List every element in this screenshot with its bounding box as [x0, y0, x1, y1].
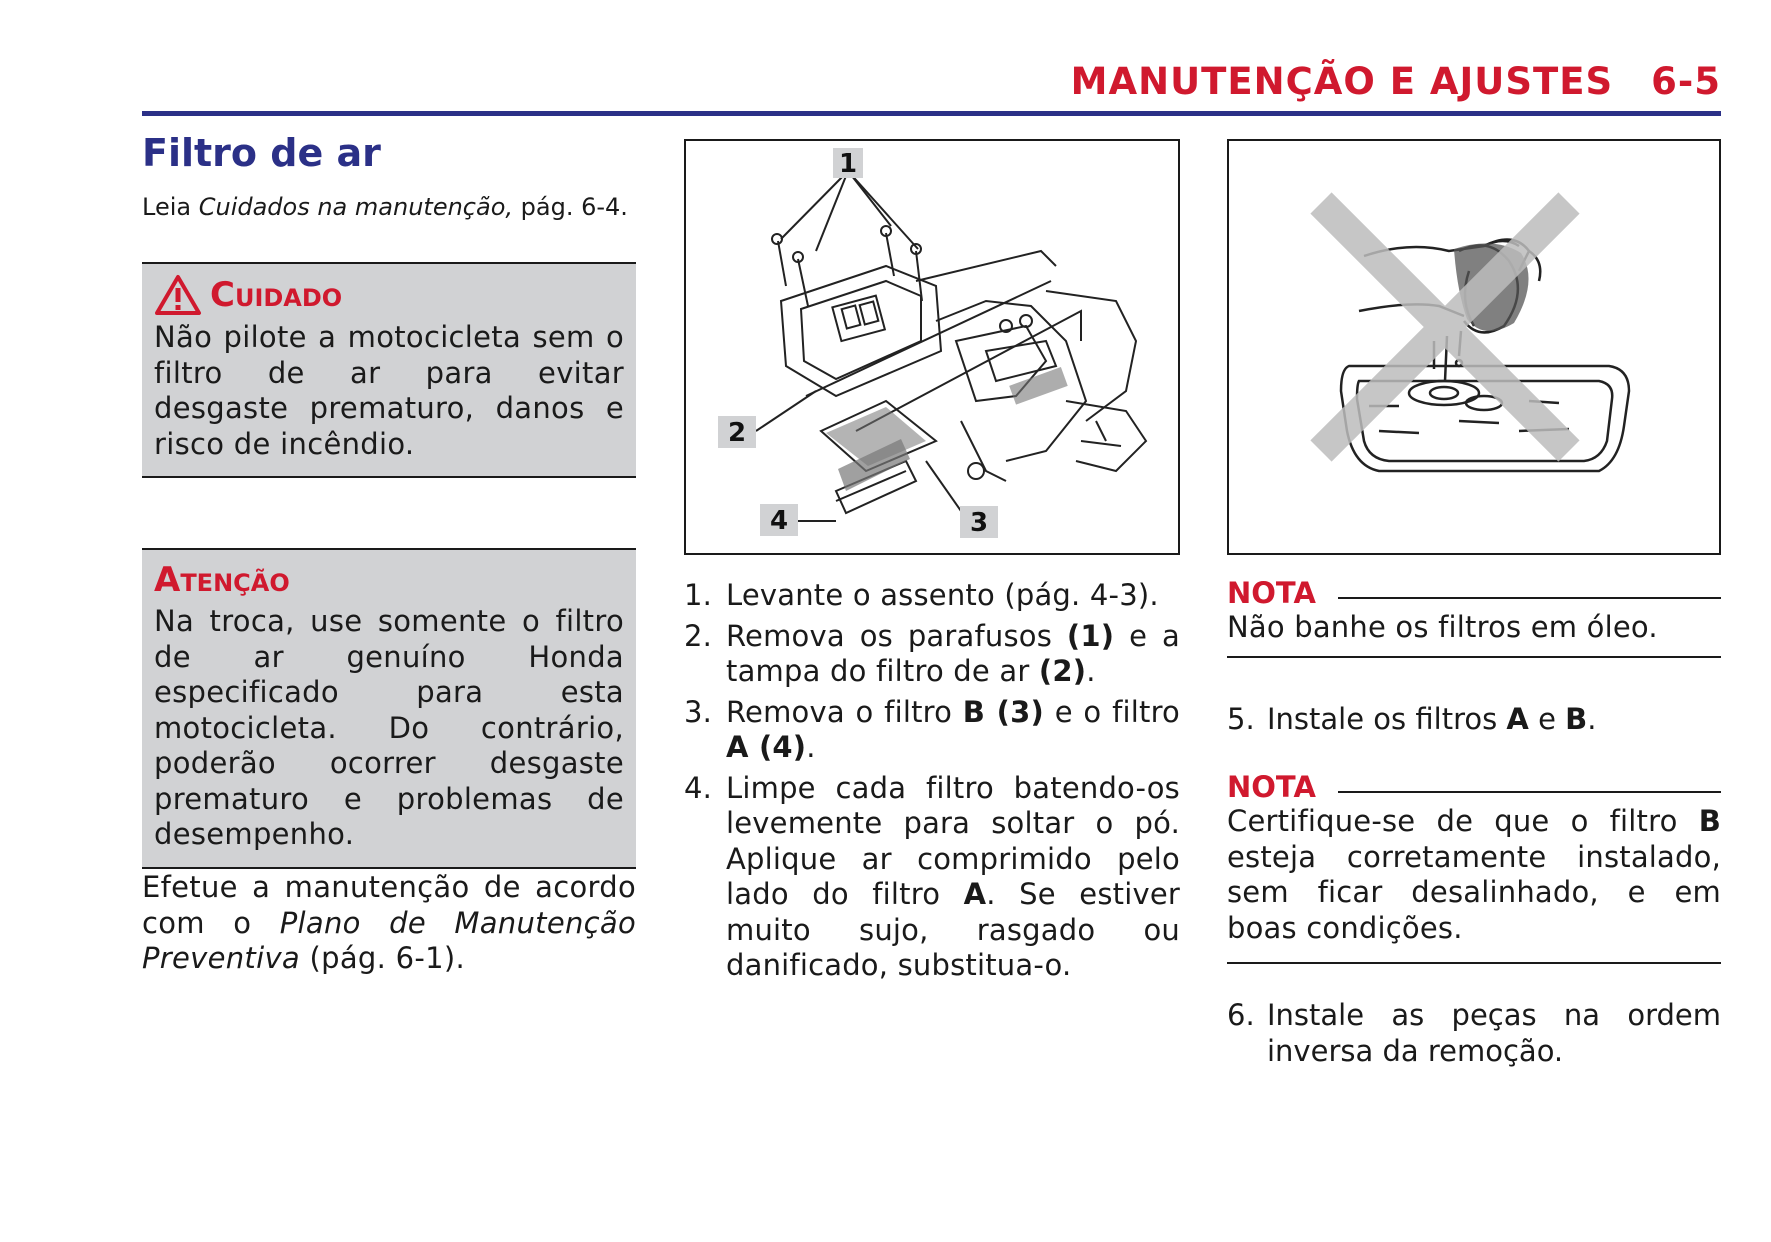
nota-2-label: NOTA — [1227, 770, 1316, 804]
warning-triangle-icon — [154, 274, 202, 316]
nota-2-text: Certifique-se de que o filtro B esteja corretamente instalado, sem ficar desalinhado, e em boas condições. — [1227, 804, 1721, 964]
cuidado-box — [142, 262, 636, 478]
header-rule — [142, 111, 1721, 116]
nota-1-text: Não banhe os filtros em óleo. — [1227, 610, 1721, 658]
nota-2 — [1227, 770, 1721, 964]
section-title: MANUTENÇÃO E AJUSTES — [1070, 60, 1614, 103]
step-1: 1. Levante o assento (pág. 4-3). — [684, 578, 1159, 612]
step-5: 5. Instale os filtros A e B. — [1227, 702, 1597, 736]
page-number: 6-5 — [1651, 60, 1721, 103]
intro-link: Cuidados na manutenção, — [198, 193, 514, 221]
step-3: 3. Remova o filtro B (3) e o filtro A (4). — [684, 694, 1181, 764]
atencao-text: Na troca, use somente o filtro de ar genuíno Honda especificado para esta motocicleta. Do contrário, poderão ocorrer desgaste prematuro e problemas de desempenho. — [154, 604, 624, 851]
atencao-box — [142, 548, 636, 869]
callout-1: 1 — [838, 149, 858, 179]
intro-text: Leia Cuidados na manutenção, pág. 6-4. — [142, 193, 628, 221]
atencao-heading: Atenção — [154, 560, 290, 600]
steps-list — [684, 578, 1180, 989]
callout-3: 3 — [969, 508, 989, 538]
step-4: 4. Limpe cada filtro batendo-os levemente para soltar o pó. Aplique ar comprimido pelo lado do filtro A. Se estiver muito sujo, rasgado ou danificado, substitua-o. — [684, 770, 1180, 982]
air-filter-diagram — [684, 139, 1180, 555]
no-oil-bath-illustration — [1227, 139, 1721, 555]
callout-4: 4 — [769, 506, 789, 536]
maintenance-plan-link: Plano de Manutenção Preventiva — [142, 905, 636, 975]
page-header — [1071, 60, 1721, 103]
page-title: Filtro de ar — [142, 131, 381, 175]
step-6: 6. Instale as peças na ordem inversa da remoção. — [1227, 998, 1721, 1068]
maintenance-text: Efetue a manutenção de acordo com o Plano de Manutenção Preventiva (pág. 6-1). — [142, 870, 636, 975]
cuidado-heading: Cuidado — [154, 274, 624, 316]
nota-1 — [1227, 576, 1721, 658]
cuidado-text: Não pilote a motocicleta sem o filtro de ar para evitar desgaste prematuro, danos e risco de incêndio. — [154, 320, 624, 461]
step-2: 2. Remova os parafusos (1) e a tampa do filtro de ar (2). — [684, 618, 1180, 688]
nota-1-label: NOTA — [1227, 576, 1316, 610]
callout-2: 2 — [727, 418, 747, 448]
prohibition-x-icon — [1321, 203, 1569, 451]
diagram-illustration — [686, 141, 1178, 553]
